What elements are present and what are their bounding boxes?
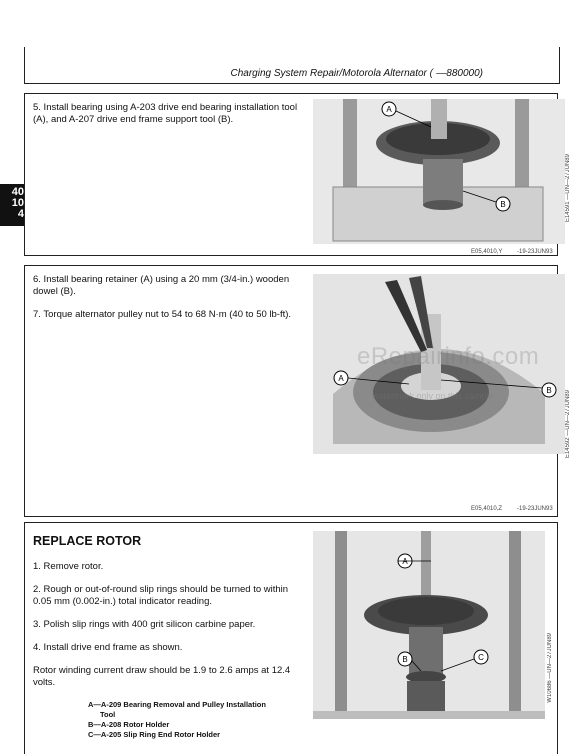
section-tab	[0, 184, 26, 226]
watermark: eRepairinfo.com	[357, 343, 540, 370]
rotor-illustration	[313, 531, 545, 719]
svg-text:C: C	[478, 653, 484, 662]
svg-text:B: B	[546, 386, 552, 395]
page-title: Charging System Repair/Motorola Alternator (	[230, 68, 433, 79]
legend-item-a: A—A-209 Bearing Removal and Pulley Installation	[88, 700, 266, 709]
svg-text:B: B	[500, 200, 506, 209]
figure-date: -19-23JUN93	[517, 506, 553, 512]
figure-side-code: W10686 —UN—27JUN89	[547, 633, 553, 703]
step-text	[33, 102, 303, 137]
section-tab-line: 10	[11, 197, 24, 209]
step-4: 4. Install drive end frame as shown.	[33, 642, 183, 653]
svg-text:A: A	[338, 374, 344, 383]
step-text	[33, 531, 303, 740]
step-text	[33, 274, 303, 332]
rotor-figure	[313, 531, 545, 719]
figure-code: E05,4010,Z	[471, 506, 503, 512]
legend-item-c: C—A-205 Slip Ring End Rotor Holder	[88, 730, 221, 739]
step-6: 6. Install bearing retainer (A) using a 20 mm (3/4-in.) wooden dowel (B).	[33, 274, 290, 297]
press-illustration	[313, 99, 565, 244]
page-title-code: —880000)	[436, 68, 483, 79]
page-header	[24, 47, 560, 84]
step-panel-bearing-install	[24, 93, 571, 256]
svg-text:A: A	[402, 557, 408, 566]
svg-text:B: B	[402, 655, 408, 664]
legend-item-a-cont: Tool	[100, 710, 116, 719]
section-tab-line: 40	[11, 186, 24, 198]
figure-side-code: E14591 —UN—27JUN89	[565, 154, 571, 223]
watermark-sub: watermark only on this sample	[372, 391, 494, 401]
replace-rotor-panel	[24, 522, 558, 754]
step-7: 7. Torque alternator pulley nut to 54 to 68 N·m (40 to 50 lb-ft).	[33, 309, 292, 320]
bearing-install-figure	[313, 99, 565, 244]
step-1: 1. Remove rotor.	[33, 561, 104, 572]
figure-code: E05,4010,Y	[471, 249, 503, 255]
tool-legend	[88, 700, 303, 740]
step-3: 3. Polish slip rings with 400 grit silicon carbine paper.	[33, 619, 256, 630]
figure-date: -19-23JUN93	[517, 249, 553, 255]
section-tab-line: 4	[17, 208, 24, 220]
current-draw-note: Rotor winding current draw should be 1.9 to 2.6 amps at 12.4 volts.	[33, 665, 291, 688]
step-5: 5. Install bearing using A-203 drive end bearing installation tool (A), and A-207 drive end frame support tool (B).	[33, 102, 298, 125]
legend-item-b: B—A-208 Rotor Holder	[88, 720, 170, 729]
step-2: 2. Rough or out-of-round slip rings should be turned to within 0.05 mm (0.002-in.) total indicator reading.	[33, 584, 289, 607]
figure-side-code: E14592 —UN—27JUN89	[565, 390, 571, 459]
svg-text:A: A	[386, 105, 392, 114]
section-title: REPLACE ROTOR	[33, 534, 142, 548]
